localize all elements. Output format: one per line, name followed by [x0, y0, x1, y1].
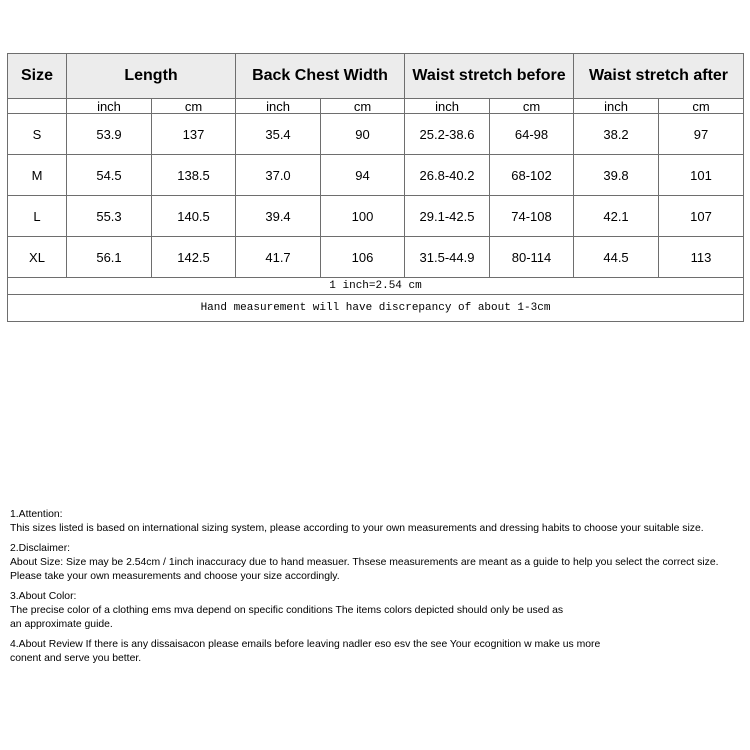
unit-row: [8, 99, 744, 114]
header-row: [8, 54, 744, 99]
conversion-note-row: [8, 278, 744, 295]
note-title: 1.Attention:: [10, 509, 63, 520]
discrepancy-note-row: [8, 295, 744, 322]
value-cell: 100: [321, 196, 405, 237]
header-waist-stretch-after: Waist stretch after: [574, 54, 744, 99]
note-about-review: [10, 638, 745, 666]
unit-cell: inch: [236, 99, 321, 114]
note-line: Please take your own measurements and choose your size accordingly.: [10, 571, 340, 582]
value-cell: 101: [659, 155, 744, 196]
size-cell: S: [8, 114, 67, 155]
note-title: 2.Disclaimer:: [10, 543, 71, 554]
value-cell: 68-102: [490, 155, 574, 196]
note-line: The precise color of a clothing ems mva depend on specific conditions The items colors depicted should only be used as: [10, 605, 564, 616]
value-cell: 39.4: [236, 196, 321, 237]
unit-cell: inch: [67, 99, 152, 114]
value-cell: 140.5: [152, 196, 236, 237]
note-line: conent and serve you better.: [10, 653, 142, 664]
note-disclaimer: [10, 542, 745, 584]
notes-section: [10, 508, 745, 672]
value-cell: 37.0: [236, 155, 321, 196]
unit-cell: cm: [152, 99, 236, 114]
header-waist-stretch-before: Waist stretch before: [405, 54, 574, 99]
note-about-color: [10, 590, 745, 632]
value-cell: 97: [659, 114, 744, 155]
size-cell: M: [8, 155, 67, 196]
value-cell: 26.8-40.2: [405, 155, 490, 196]
value-cell: 54.5: [67, 155, 152, 196]
value-cell: 42.1: [574, 196, 659, 237]
note-line: an approximate guide.: [10, 619, 113, 630]
table-row: [8, 196, 744, 237]
header-size: Size: [8, 54, 67, 99]
conversion-note: 1 inch=2.54 cm: [8, 278, 744, 295]
value-cell: 41.7: [236, 237, 321, 278]
note-line: About Size: Size may be 2.54cm / 1inch inaccuracy due to hand measuer. Thsese measurements are meant as a guide to help you select the correct size.: [10, 557, 719, 568]
size-chart-table: [7, 53, 744, 322]
value-cell: 90: [321, 114, 405, 155]
value-cell: 55.3: [67, 196, 152, 237]
note-line: This sizes listed is based on international sizing system, please according to your own measurements and dressing habits to choose your suitable size.: [10, 523, 704, 534]
unit-cell-empty: [8, 99, 67, 114]
unit-cell: cm: [321, 99, 405, 114]
value-cell: 38.2: [574, 114, 659, 155]
unit-cell: inch: [405, 99, 490, 114]
value-cell: 39.8: [574, 155, 659, 196]
value-cell: 106: [321, 237, 405, 278]
value-cell: 44.5: [574, 237, 659, 278]
table-row: [8, 237, 744, 278]
unit-cell: cm: [490, 99, 574, 114]
header-back-chest-width: Back Chest Width: [236, 54, 405, 99]
value-cell: 107: [659, 196, 744, 237]
note-attention: [10, 508, 745, 536]
table-row: [8, 155, 744, 196]
size-cell: XL: [8, 237, 67, 278]
unit-cell: cm: [659, 99, 744, 114]
note-line: 4.About Review If there is any dissaisacon please emails before leaving nadler eso esv the see Your ecognition w make us more: [10, 639, 601, 650]
value-cell: 113: [659, 237, 744, 278]
note-title: 3.About Color:: [10, 591, 77, 602]
value-cell: 31.5-44.9: [405, 237, 490, 278]
value-cell: 142.5: [152, 237, 236, 278]
value-cell: 35.4: [236, 114, 321, 155]
value-cell: 64-98: [490, 114, 574, 155]
table-row: [8, 114, 744, 155]
value-cell: 29.1-42.5: [405, 196, 490, 237]
size-cell: L: [8, 196, 67, 237]
unit-cell: inch: [574, 99, 659, 114]
value-cell: 74-108: [490, 196, 574, 237]
value-cell: 80-114: [490, 237, 574, 278]
value-cell: 56.1: [67, 237, 152, 278]
value-cell: 138.5: [152, 155, 236, 196]
value-cell: 25.2-38.6: [405, 114, 490, 155]
value-cell: 53.9: [67, 114, 152, 155]
value-cell: 94: [321, 155, 405, 196]
header-length: Length: [67, 54, 236, 99]
discrepancy-note: Hand measurement will have discrepancy of about 1-3cm: [8, 295, 744, 322]
value-cell: 137: [152, 114, 236, 155]
